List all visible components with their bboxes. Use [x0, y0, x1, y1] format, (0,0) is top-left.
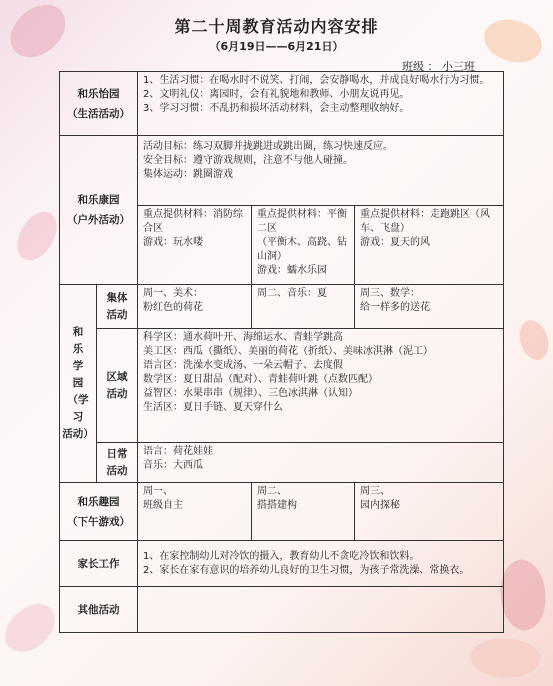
- row-learning-daily: [60, 443, 504, 483]
- afternoon-cell: 周二、 搭搭建构: [252, 483, 355, 541]
- row-life: [60, 72, 504, 136]
- list-item: 1、在家控制幼儿对冷饮的摄入，教育幼儿不贪吃冷饮和饮料。: [143, 550, 420, 562]
- decor-petal: [0, 594, 62, 663]
- decor-petal: [12, 206, 62, 266]
- section-label-life: 和乐怡园 （生活活动）: [60, 72, 138, 136]
- sublabel-daily: 日常 活动: [97, 443, 138, 483]
- decor-petal: [467, 632, 543, 684]
- group-cell: 周二、音乐：夏: [252, 285, 355, 329]
- list-item: 科学区：通水荷叶开、海绵运水、青蛙学跳高: [143, 332, 343, 343]
- date-range: （6月19日——6月21日）: [209, 40, 344, 53]
- schedule-table: [59, 71, 504, 633]
- zone-cell: 重点提供材料：平衡二区 （平衡木、高跷、钻山洞） 游戏：蠕水乐园: [252, 206, 355, 285]
- outdoor-goal: 活动目标：练习双脚并拢跳进或跳出圈，练习快速反应。: [143, 141, 393, 152]
- list-item: 2、家长在家有意识的培养幼儿良好的卫生习惯，为孩子常洗澡、常换衣。: [143, 564, 470, 576]
- area-content: [138, 329, 504, 443]
- row-other: [60, 587, 504, 633]
- afternoon-cell: 周三、 园内探秘: [355, 483, 504, 541]
- row-learning-area: [60, 329, 504, 443]
- group-cell: 周三、数学： 给一样多的送花: [355, 285, 504, 329]
- section-label-parents: 家长工作: [60, 541, 138, 587]
- daily-content: [138, 443, 504, 483]
- other-content: [138, 587, 504, 633]
- list-item: 美工区：西瓜（撕纸）、美丽的荷花（折纸）、美味冰淇淋（泥工）: [143, 346, 433, 357]
- outdoor-safety: 安全目标：遵守游戏规则，注意不与他人碰撞。: [143, 155, 353, 166]
- section-label-afternoon: 和乐趣园 （下午游戏）: [60, 483, 138, 541]
- list-item: 益智区：水果串串（规律）、三色冰淇淋（认知）: [143, 388, 358, 399]
- list-item: 语言区：洗澡水变成汤、一朵云帽子、去度假: [143, 360, 343, 371]
- afternoon-cell: 周一、 班级自主: [138, 483, 252, 541]
- outdoor-group: 集体运动：跳圈游戏: [143, 169, 233, 180]
- section-label-outdoor: 和乐康园 （户外活动）: [60, 136, 138, 285]
- page-title: 第二十周教育活动内容安排: [174, 17, 379, 36]
- list-item: 生活区：夏日手链、夏天穿什么: [143, 402, 283, 413]
- sublabel-area: 区域 活动: [97, 329, 138, 443]
- section-label-learning: 和 乐 学 园 （学 习 活动）: [60, 285, 97, 483]
- decor-petal: [512, 316, 553, 365]
- row-learning-group: [60, 285, 504, 329]
- sublabel-group: 集体 活动: [97, 285, 138, 329]
- group-cell: 周一、美术： 粉红色的荷花: [138, 285, 252, 329]
- list-item: 数学区：夏日甜品（配对）、青蛙荷叶跳（点数匹配）: [143, 374, 378, 385]
- zone-cell: 重点提供材料：走跑跳区（风车、飞盘） 游戏：夏天的风: [355, 206, 504, 285]
- list-item: 音乐：大西瓜: [143, 460, 203, 471]
- list-item: 1、生活习惯：在喝水时不说笑、打闹，会安静喝水，并成良好喝水行为习惯。: [143, 75, 490, 86]
- list-item: 2、文明礼仪：离园时，会有礼貌地和教师、小朋友说再见。: [143, 89, 410, 100]
- row-afternoon: [60, 483, 504, 541]
- outdoor-goals: [138, 136, 504, 206]
- parents-content: [138, 541, 504, 587]
- list-item: 3、学习习惯：不乱扔和损坏活动材料，会主动整理收纳好。: [143, 103, 410, 114]
- section-label-other: 其他活动: [60, 587, 138, 633]
- class-label: 班级 ： 小三班: [402, 60, 475, 73]
- row-outdoor-goals: [60, 136, 504, 206]
- zone-cell: 重点提供材料：消防综合区 游戏：玩水喽: [138, 206, 252, 285]
- list-item: 语言：荷花娃娃: [143, 446, 213, 457]
- row-parents: [60, 541, 504, 587]
- life-content: [138, 72, 504, 136]
